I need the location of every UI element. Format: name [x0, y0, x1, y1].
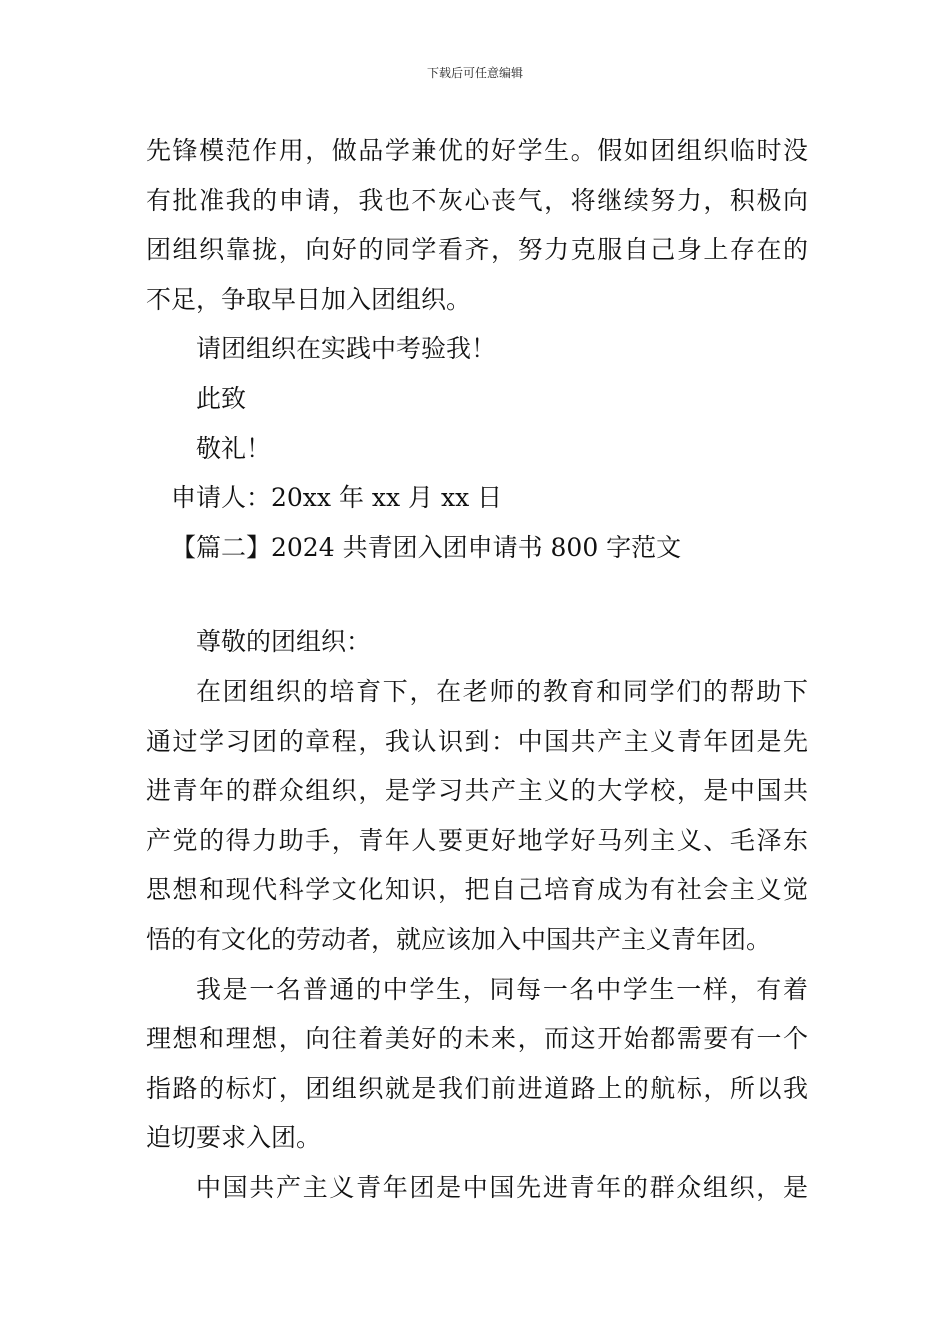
- applicant-line: 申请人：20xx 年 xx 月 xx 日: [171, 483, 503, 513]
- document-body: [146, 126, 808, 1212]
- para2-line-2: 通过学习团的章程，我认识到：中国共产主义青年团是先: [146, 726, 808, 756]
- closing-request: 请团组织在实践中考验我！: [196, 334, 497, 364]
- closing-jingli: 敬礼！: [196, 433, 272, 463]
- para2-line-1: 在团组织的培育下，在老师的教育和同学们的帮助下: [196, 676, 808, 706]
- page-header: 下载后可任意编辑: [426, 66, 523, 80]
- para1-line-2: 有批准我的申请，我也不灰心丧气，将继续努力，积极向: [146, 185, 808, 215]
- para3-line-4: 迫切要求入团。: [146, 1123, 322, 1153]
- para2-line-4: 产党的得力助手，青年人要更好地学好马列主义、毛泽东: [146, 825, 808, 855]
- section-gap: [146, 572, 808, 617]
- para3-line-2: 理想和理想，向往着美好的未来，而这开始都需要有一个: [146, 1024, 808, 1054]
- section-title: 【篇二】2024 共青团入团申请书 800 字范文: [171, 532, 682, 562]
- para3-line-3: 指路的标灯，团组织就是我们前进道路上的航标，所以我: [146, 1073, 808, 1103]
- para3-line-1: 我是一名普通的中学生，同每一名中学生一样，有着: [196, 974, 808, 1004]
- salutation: 尊敬的团组织：: [196, 627, 372, 657]
- closing-zhici: 此致: [196, 383, 247, 413]
- para1-line-4: 不足，争取早日加入团组织。: [146, 284, 472, 314]
- para2-line-6: 悟的有文化的劳动者，就应该加入中国共产主义青年团。: [146, 924, 772, 954]
- para1-line-3: 团组织靠拢，向好的同学看齐，努力克服自己身上存在的: [146, 235, 808, 265]
- para2-line-3: 进青年的群众组织，是学习共产主义的大学校，是中国共: [146, 776, 808, 806]
- para4-line-1: 中国共产主义青年团是中国先进青年的群众组织，是: [196, 1172, 808, 1202]
- para1-line-1: 先锋模范作用，做品学兼优的好学生。假如团组织临时没: [146, 136, 808, 165]
- para2-line-5: 思想和现代科学文化知识，把自己培育成为有社会主义觉: [146, 875, 808, 905]
